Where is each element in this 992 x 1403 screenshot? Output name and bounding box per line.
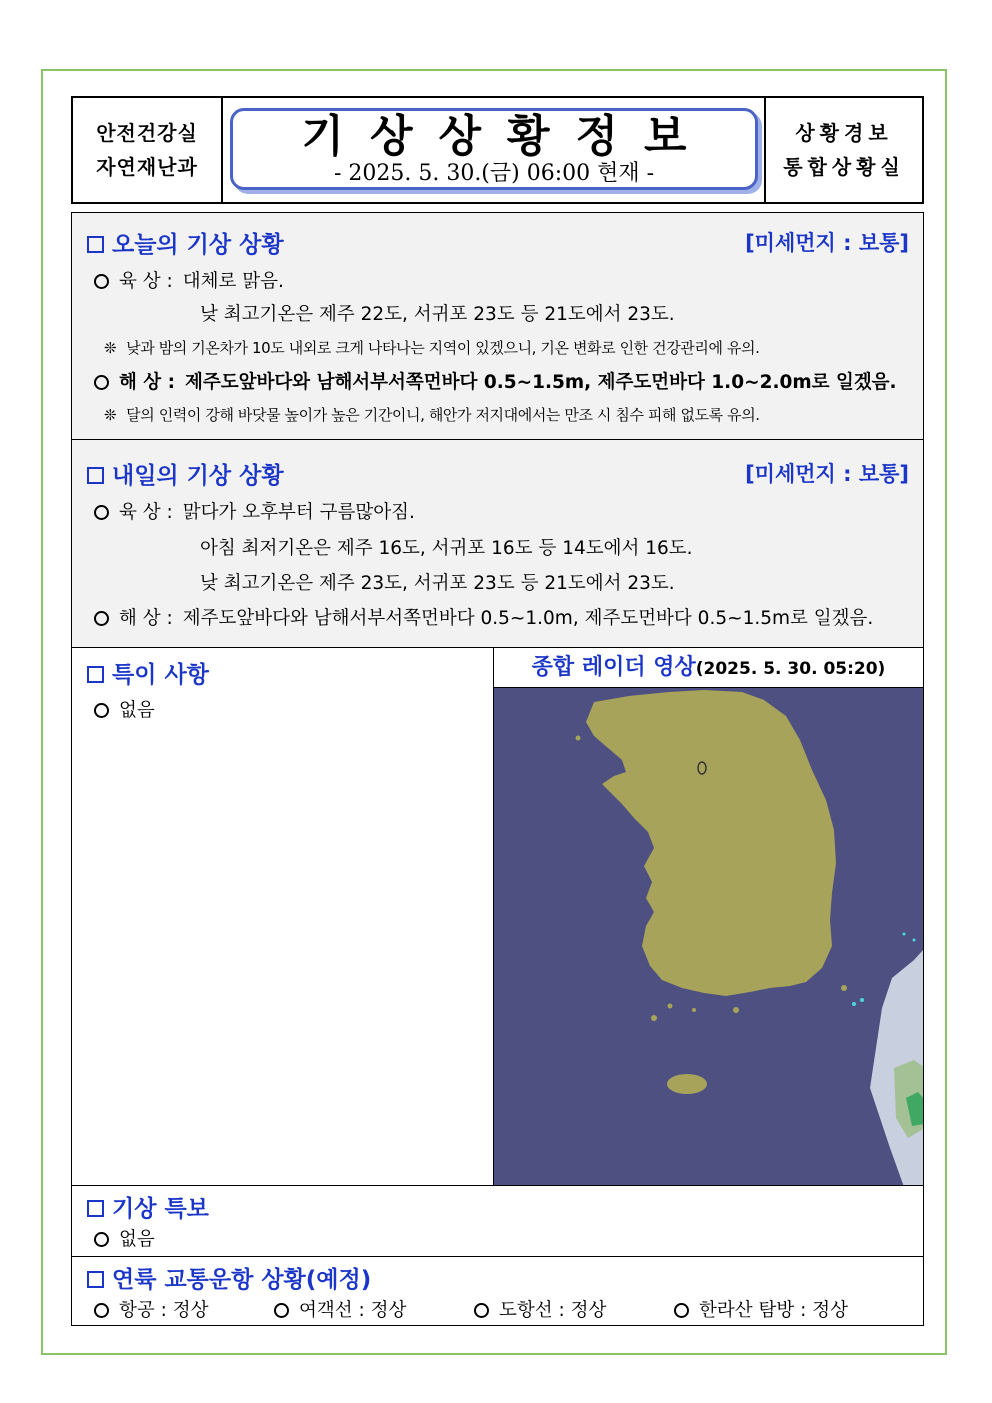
- checkbox-icon: [87, 236, 104, 253]
- circle-bullet-icon: [674, 1303, 689, 1318]
- report-title: 기상상황정보: [301, 111, 713, 162]
- warning-panel: [71, 1185, 924, 1257]
- special-item: 없음: [94, 696, 155, 722]
- dept-right: [764, 98, 922, 202]
- traffic-title: 연륙 교통운항 상황(예정): [87, 1261, 371, 1294]
- today-note2: ❊ 달의 인력이 강해 바닷물 높이가 높은 기간이니, 해안가 저지대에서는 만조 시 침수 피해 없도록 유의.: [104, 406, 760, 424]
- asterisk-icon: ❊: [104, 406, 117, 424]
- circle-bullet-icon: [94, 274, 109, 289]
- warning-item: 없음: [94, 1225, 155, 1251]
- traffic-ferry: 여객선 : 정상: [274, 1296, 406, 1322]
- circle-bullet-icon: [274, 1303, 289, 1318]
- dept-left: [73, 98, 223, 202]
- today-land: 육 상 : 대체로 맑음.: [94, 267, 284, 293]
- dept-left-line1: 안전건강실: [96, 121, 198, 145]
- tomorrow-dust: [미세먼지 : 보통]: [745, 462, 909, 486]
- tomorrow-sea: 해 상 : 제주도앞바다와 남해서부서쪽먼바다 0.5~1.0m, 제주도먼바다 0.5~1.5m로 일겠음.: [94, 604, 873, 630]
- circle-bullet-icon: [94, 1232, 109, 1247]
- title-box: [230, 108, 758, 190]
- today-panel: [71, 212, 924, 440]
- traffic-hallasan: 한라산 탐방 : 정상: [674, 1296, 848, 1322]
- traffic-air: 항공 : 정상: [94, 1296, 208, 1322]
- checkbox-icon: [87, 1200, 104, 1217]
- asterisk-icon: ❊: [104, 339, 117, 357]
- radar-image: [493, 687, 924, 1186]
- today-note1: ❊ 낮과 밤의 기온차가 10도 내외로 크게 나타나는 지역이 있겠으니, 기온 변화로 인한 건강관리에 유의.: [104, 339, 760, 357]
- special-panel: [71, 647, 494, 1186]
- circle-bullet-icon: [94, 505, 109, 520]
- circle-bullet-icon: [94, 611, 109, 626]
- korea-radar-map: [494, 688, 924, 1186]
- dept-left-line2: 자연재난과: [96, 155, 198, 179]
- tomorrow-land: 육 상 : 맑다가 오후부터 구름많아짐.: [94, 498, 415, 524]
- radar-header: [493, 647, 924, 688]
- tomorrow-morning-temp: 아침 최저기온은 제주 16도, 서귀포 16도 등 14도에서 16도.: [200, 538, 693, 559]
- tomorrow-title: 내일의 기상 상황: [87, 457, 284, 490]
- warning-title: 기상 특보: [87, 1190, 209, 1223]
- today-title: 오늘의 기상 상황: [87, 226, 284, 259]
- traffic-panel: [71, 1256, 924, 1326]
- tomorrow-panel: [71, 439, 924, 648]
- report-date: - 2025. 5. 30.(금) 06:00 현재 -: [333, 161, 655, 186]
- circle-bullet-icon: [474, 1303, 489, 1318]
- traffic-island-ferry: 도항선 : 정상: [474, 1296, 606, 1322]
- radar-time: (2025. 5. 30. 05:20): [695, 659, 886, 679]
- dept-right-line1: 상황경보: [795, 121, 893, 145]
- checkbox-icon: [87, 666, 104, 683]
- today-land-temp: 낮 최고기온은 제주 22도, 서귀포 23도 등 21도에서 23도.: [200, 304, 675, 325]
- jeju-island: [667, 1074, 707, 1094]
- dept-right-line2: 통합상황실: [783, 155, 905, 179]
- circle-bullet-icon: [94, 1303, 109, 1318]
- tomorrow-day-temp: 낮 최고기온은 제주 23도, 서귀포 23도 등 21도에서 23도.: [200, 573, 675, 594]
- checkbox-icon: [87, 1271, 104, 1288]
- checkbox-icon: [87, 467, 104, 484]
- today-sea: 해 상 : 제주도앞바다와 남해서부서쪽먼바다 0.5~1.5m, 제주도먼바다 1.0~2.0m로 일겠음.: [94, 368, 897, 394]
- peninsula-land: [586, 690, 836, 996]
- report-header: [71, 96, 924, 204]
- special-title: 특이 사항: [87, 656, 209, 689]
- circle-bullet-icon: [94, 375, 109, 390]
- radar-title: 종합 레이더 영상: [531, 655, 696, 680]
- circle-bullet-icon: [94, 703, 109, 718]
- today-dust: [미세먼지 : 보통]: [745, 231, 909, 255]
